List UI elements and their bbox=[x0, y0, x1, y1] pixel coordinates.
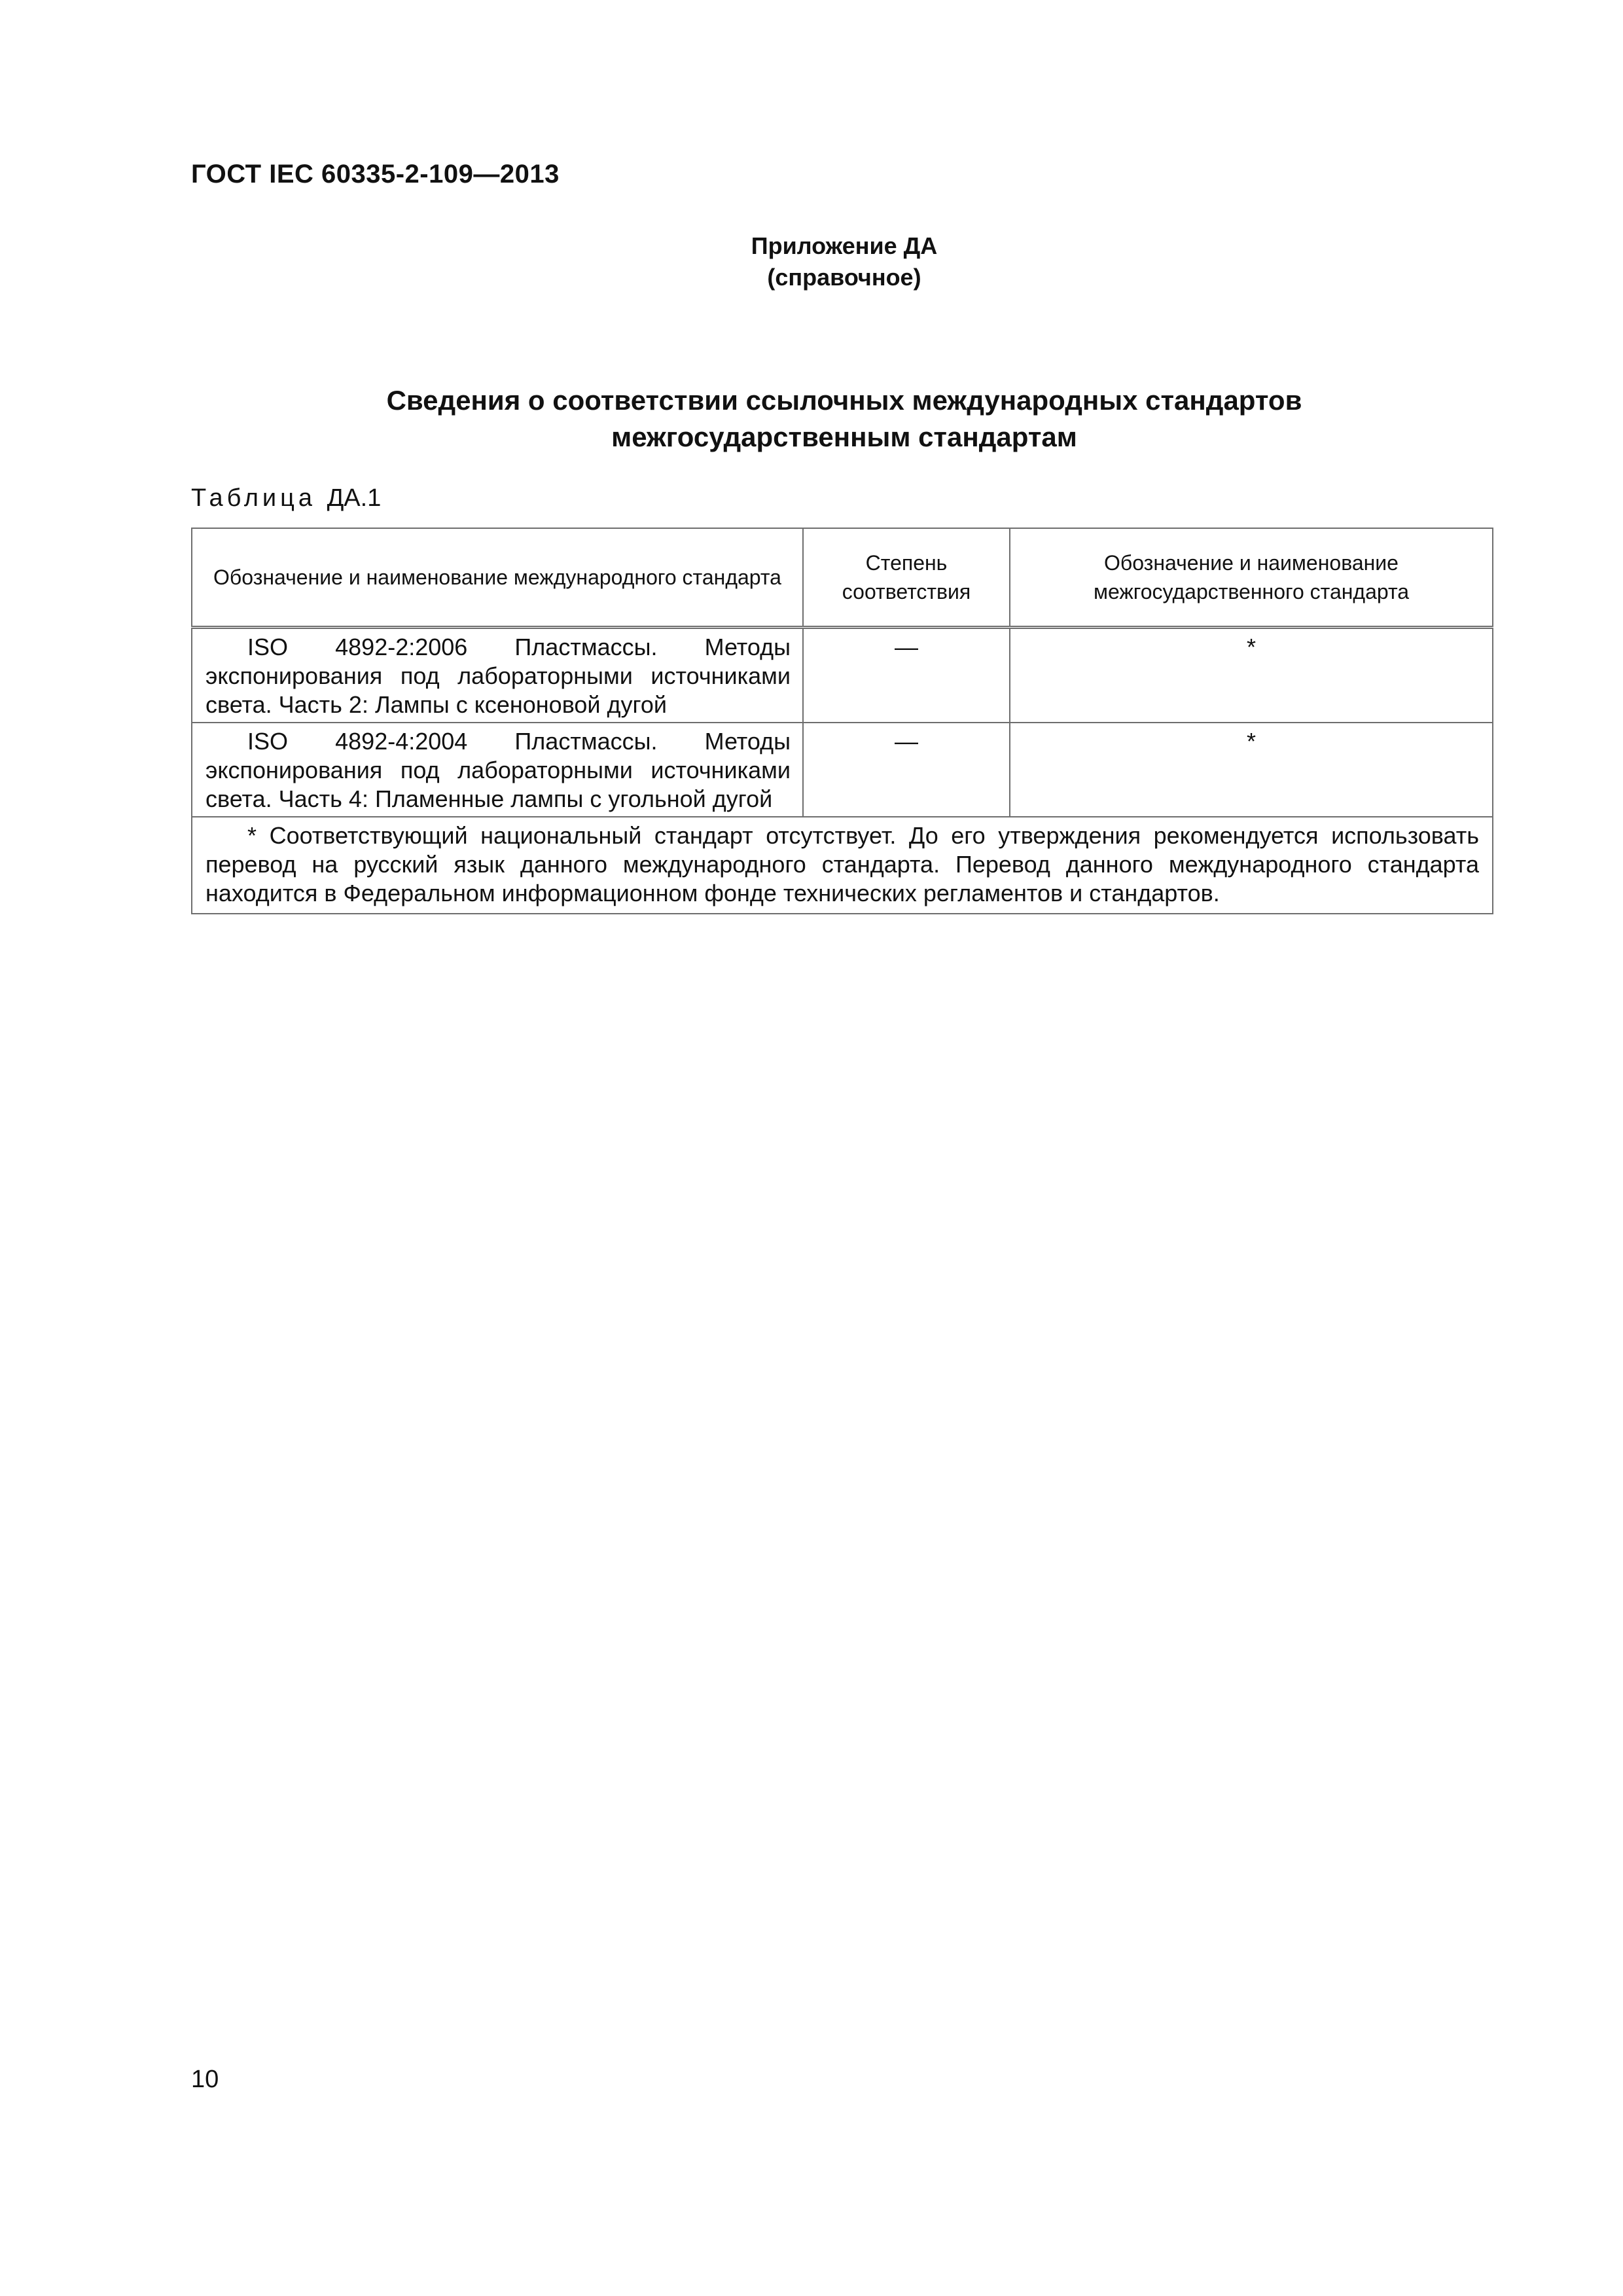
cell-international-standard: ISO 4892-4:2004 Пластмассы. Методы экспонирования под лабораторными источниками света. Часть 4: Пламенные лампы с угольной дугой bbox=[192, 723, 803, 817]
header-interstate-standard: Обозначение и наименование межгосударственного стандарта bbox=[1010, 528, 1493, 628]
page-number: 10 bbox=[191, 2066, 219, 2093]
standards-correspondence-table bbox=[191, 528, 1493, 914]
table-row bbox=[192, 628, 1493, 723]
table-footnote: * Соответствующий национальный стандарт отсутствует. До его утверждения рекомендуется использовать перевод на русский язык данного международного стандарта. Перевод данного международного стандарта находится в Федеральном информационном фонде технических регламентов и стандартов. bbox=[192, 817, 1493, 914]
section-title-line-1: Сведения о соответствии ссылочных международных стандартов bbox=[386, 385, 1302, 416]
appendix-title: Приложение ДА bbox=[751, 232, 938, 259]
appendix-subtitle: (справочное) bbox=[767, 264, 921, 291]
document-header: ГОСТ IEC 60335-2-109—2013 bbox=[191, 160, 560, 188]
section-title-line-2: межгосударственным стандартам bbox=[611, 422, 1077, 452]
cell-interstate-standard: * bbox=[1010, 723, 1493, 817]
header-international-standard: Обозначение и наименование международного стандарта bbox=[192, 528, 803, 628]
cell-international-standard: ISO 4892-2:2006 Пластмассы. Методы экспонирования под лабораторными источниками света. Часть 2: Лампы с ксеноновой дугой bbox=[192, 628, 803, 723]
table-caption-number: ДА.1 bbox=[327, 484, 382, 512]
table-caption bbox=[191, 484, 381, 512]
table-header-row bbox=[192, 528, 1493, 628]
header-degree-of-correspondence: Степень соответствия bbox=[803, 528, 1010, 628]
appendix-heading bbox=[0, 230, 1623, 293]
cell-degree: — bbox=[803, 723, 1010, 817]
cell-interstate-standard: * bbox=[1010, 628, 1493, 723]
table-footnote-row bbox=[192, 817, 1493, 914]
table-caption-label: Таблица bbox=[191, 484, 316, 512]
cell-degree: — bbox=[803, 628, 1010, 723]
table-row bbox=[192, 723, 1493, 817]
section-title bbox=[191, 382, 1497, 456]
